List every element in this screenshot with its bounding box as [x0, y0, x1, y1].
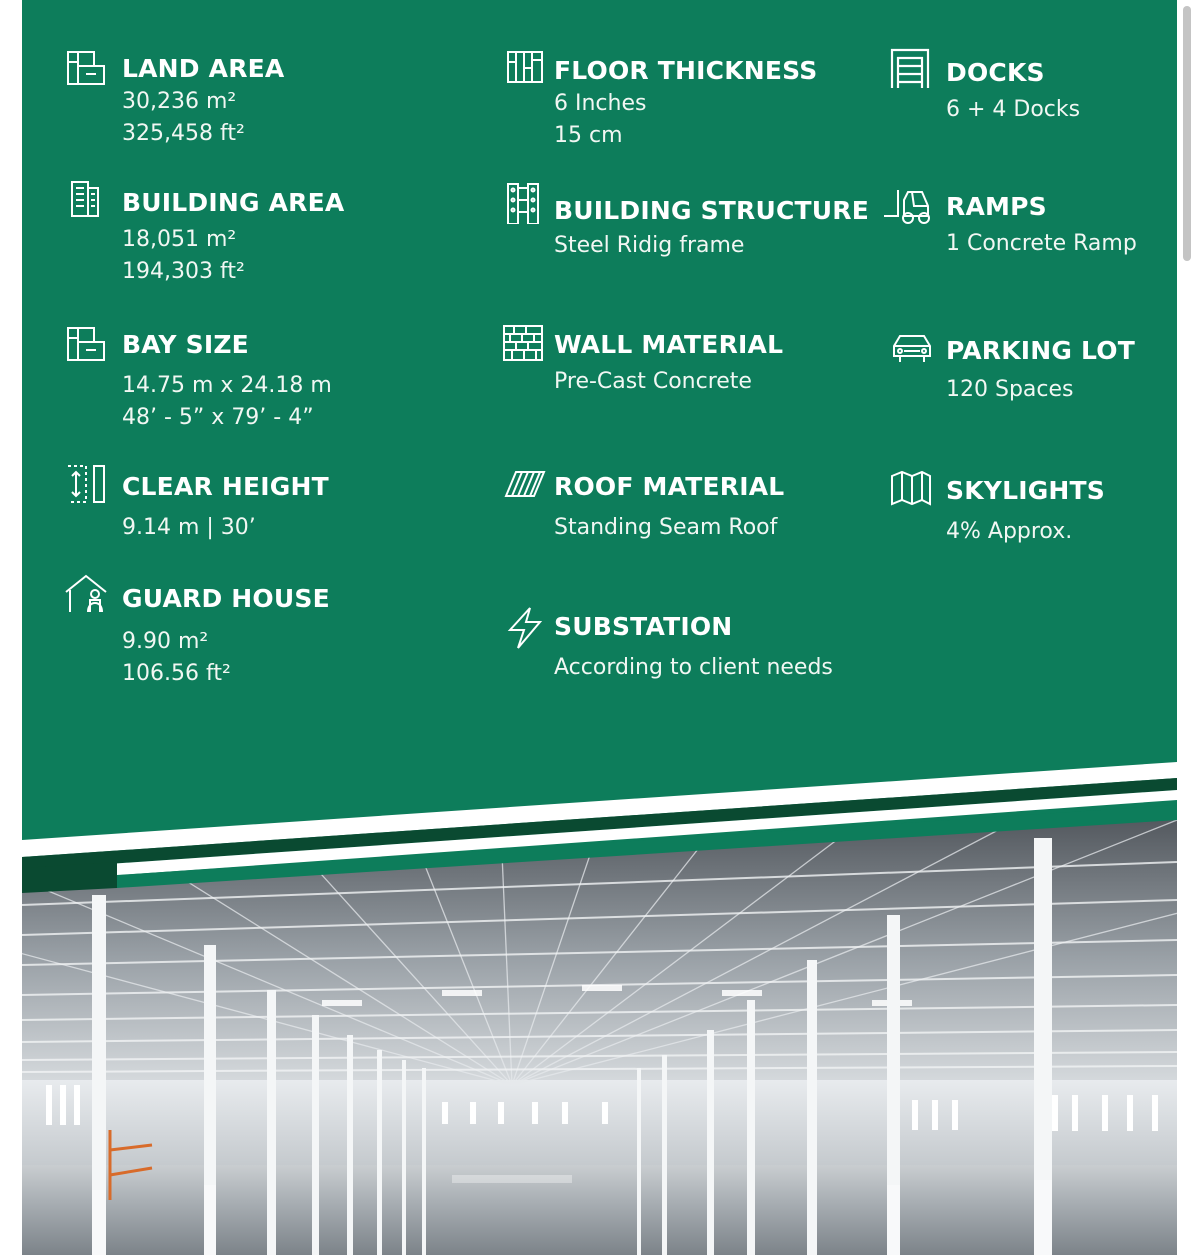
spec-title: GUARD HOUSE [122, 584, 330, 613]
spec-value: 48’ - 5” x 79’ - 4” [122, 405, 314, 430]
spec-value: 1 Concrete Ramp [946, 231, 1137, 256]
spec-docks [890, 48, 1170, 138]
spec-value: 325,458 ft² [122, 121, 245, 146]
spec-title: WALL MATERIAL [554, 330, 784, 359]
spec-title: BUILDING STRUCTURE [554, 196, 870, 225]
spec-parking-lot [890, 326, 1170, 416]
car-icon [890, 326, 934, 370]
spec-title: RAMPS [946, 192, 1047, 221]
spec-title: SKYLIGHTS [946, 476, 1106, 505]
spec-value: 14.75 m x 24.18 m [122, 373, 332, 398]
spec-building-structure [504, 180, 870, 270]
spec-value: 6 + 4 Docks [946, 97, 1081, 122]
height-gauge-icon [64, 462, 108, 506]
brick-wall-icon [502, 322, 546, 366]
floor-plan-icon [64, 44, 108, 88]
spec-guard-house [64, 572, 464, 692]
spec-value: Steel Ridig frame [554, 233, 745, 258]
spec-value: 9.90 m² [122, 629, 209, 654]
spec-value: 30,236 m² [122, 89, 237, 114]
spec-building-area [64, 176, 464, 286]
spec-value: 106.56 ft² [122, 661, 231, 686]
spec-value: 9.14 m | 30’ [122, 515, 256, 540]
forklift-icon [882, 186, 938, 230]
floor-layers-icon [504, 48, 548, 92]
spec-land-area [64, 44, 464, 154]
guard-house-icon [64, 572, 108, 616]
roof-panels-icon [502, 466, 546, 510]
spec-title: BUILDING AREA [122, 188, 345, 217]
spec-ramps [882, 186, 1177, 276]
spec-substation [504, 606, 884, 696]
spec-floor-thickness [504, 48, 864, 158]
scrollbar-thumb[interactable] [1183, 6, 1191, 261]
spec-roof-material [502, 466, 862, 556]
spec-value: 4% Approx. [946, 519, 1073, 544]
spec-title: LAND AREA [122, 54, 285, 83]
spec-value: 18,051 m² [122, 227, 237, 252]
spec-skylights [890, 468, 1170, 558]
spec-value: 15 cm [554, 123, 623, 148]
skylight-panels-icon [890, 468, 934, 512]
steel-frame-icon [504, 180, 548, 224]
building-icon [64, 176, 108, 220]
spec-value: 6 Inches [554, 91, 647, 116]
spec-title: ROOF MATERIAL [554, 472, 785, 501]
spec-title: DOCKS [946, 58, 1045, 87]
spec-title: BAY SIZE [122, 330, 249, 359]
spec-value: According to client needs [554, 655, 833, 680]
spec-sheet [22, 0, 1177, 1255]
spec-value: 120 Spaces [946, 377, 1074, 402]
spec-title: FLOOR THICKNESS [554, 56, 818, 85]
dock-door-icon [890, 48, 934, 92]
spec-value: 194,303 ft² [122, 259, 245, 284]
spec-value: Standing Seam Roof [554, 515, 778, 540]
spec-title: PARKING LOT [946, 336, 1135, 365]
floor-plan-icon [64, 320, 108, 364]
spec-title: CLEAR HEIGHT [122, 472, 329, 501]
spec-title: SUBSTATION [554, 612, 733, 641]
spec-bay-size [64, 320, 484, 435]
spec-wall-material [502, 322, 862, 412]
spec-clear-height [64, 462, 464, 552]
lightning-icon [504, 606, 548, 650]
spec-value: Pre-Cast Concrete [554, 369, 752, 394]
